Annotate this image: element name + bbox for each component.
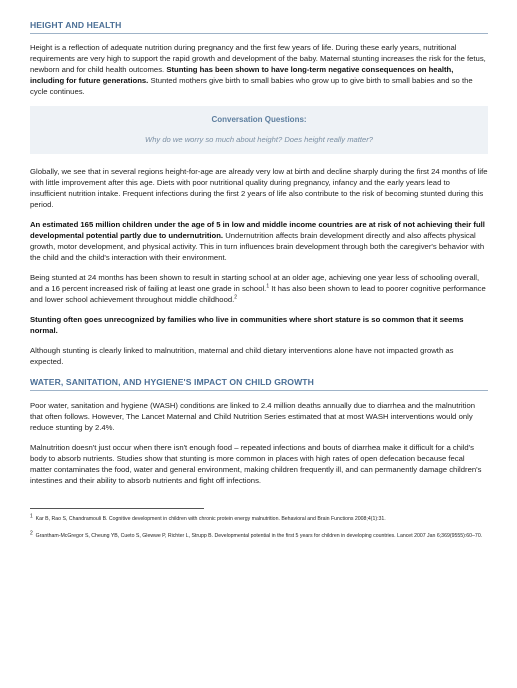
footnote-2 bbox=[30, 529, 488, 541]
footnote-text: Kar B, Rao S, Chandramouli B. Cognitive development in children with chronic protein energy malnutrition. Behavioral and Brain Functions 2008;4(1):31. bbox=[35, 516, 386, 522]
footnote-text: Grantham-McGregor S, Cheung YB, Cueto S, Glewwe P, Richter L, Strupp B. Developmental potential in the first 5 years for children in developing countries. Lancet 2007 Jan 6;369(9555):60–70. bbox=[35, 532, 483, 539]
paragraph-height-reflection bbox=[30, 42, 488, 97]
section-heading-height-health: HEIGHT AND HEALTH bbox=[30, 20, 488, 34]
text-span: Being stunted at 24 months has been shown to result in starting school at an older age, achieving one year less of schooling overall, and a 16 percent increased risk of failing at least one grade in school. bbox=[30, 273, 480, 293]
text-span: Undernutrition affects brain development directly and also affects physical growth, motor development, and physical activity. This in turn influences brain development through both the caregiver's behavior with the child and the child's interaction with their environment. bbox=[30, 231, 485, 262]
footnote-divider bbox=[30, 508, 204, 509]
paragraph-school-outcomes bbox=[30, 272, 488, 305]
section-heading-wash: WATER, SANITATION, AND HYGIENE'S IMPACT ON CHILD GROWTH bbox=[30, 377, 488, 391]
footnote-ref-1[interactable]: 1 bbox=[266, 283, 270, 290]
footnote-1 bbox=[30, 515, 488, 524]
conversation-questions-box bbox=[30, 106, 488, 154]
paragraph-165-million bbox=[30, 219, 488, 263]
paragraph-malnutrition-infections: Malnutrition doesn't just occur when there isn't enough food – repeated infections and bouts of diarrhea make it difficult for a child's body to absorb nutrients. Studies show that stunting is more common in places with high rates of open defecation because fecal matter contaminates the food, water and general environment, making children frequently ill, and can permanently damage children's intestines and their ability to absorb nutrients and fight off infections. bbox=[30, 443, 482, 485]
bold-statement: Stunting has been shown to have long-term negative consequences on health, including for future generations. bbox=[30, 65, 454, 85]
text-span: Stunted mothers give birth to small babies who grow up to give birth to small babies and so the cycle continues. bbox=[30, 76, 473, 96]
footnote-number: 2 bbox=[30, 529, 33, 536]
footnote-ref-2[interactable]: 2 bbox=[234, 294, 238, 301]
conversation-question: Why do we worry so much about height? Does height really matter? bbox=[145, 135, 373, 144]
text-span: Height is a reflection of adequate nutrition during pregnancy and the first few years of life. During these early years, nutritional requirements are very high to support the rapid growth and development of the baby. Maternal stunting increases the risk for the fetus, newborn and for child health outcomes. bbox=[30, 43, 486, 74]
footnote-number: 1 bbox=[30, 513, 33, 520]
paragraph-wash-conditions: Poor water, sanitation and hygiene (WASH) conditions are linked to 2.4 million deaths annually due to diarrhea and the malnutrition that often follows. However, The Lancet Maternal and Child Nutrition Series estimated that at most WASH interventions would only reduce stunting by 2.4%. bbox=[30, 401, 475, 432]
bold-statement: An estimated 165 million children under the age of 5 in low and middle income countries are at risk of not achieving their full developmental potential partly due to undernutrition. bbox=[30, 220, 485, 240]
paragraph-dietary-interventions: Although stunting is clearly linked to malnutrition, maternal and child dietary interventions alone have not impacted growth as expected. bbox=[30, 346, 454, 366]
paragraph-unrecognized-stunting bbox=[30, 314, 488, 336]
paragraph-global-height: Globally, we see that in several regions height-for-age are already very low at birth and decline sharply during the first 24 months of life with little improvement after this age. Diets with poor nutritional quality during pregnancy, infancy and the early years lead to insufficient nutrition intake. Frequent infections during the first 2 years of life also contribute to the risk of becoming stunted during this period. bbox=[30, 167, 488, 209]
conversation-title: Conversation Questions: bbox=[211, 115, 307, 124]
document-page bbox=[30, 20, 488, 540]
text-span: It has also been shown to lead to poorer cognitive performance and lower school achievement throughout middle childhood. bbox=[30, 284, 486, 304]
bold-statement: Stunting often goes unrecognized by families who live in communities where short stature is so common that it seems normal. bbox=[30, 315, 464, 335]
